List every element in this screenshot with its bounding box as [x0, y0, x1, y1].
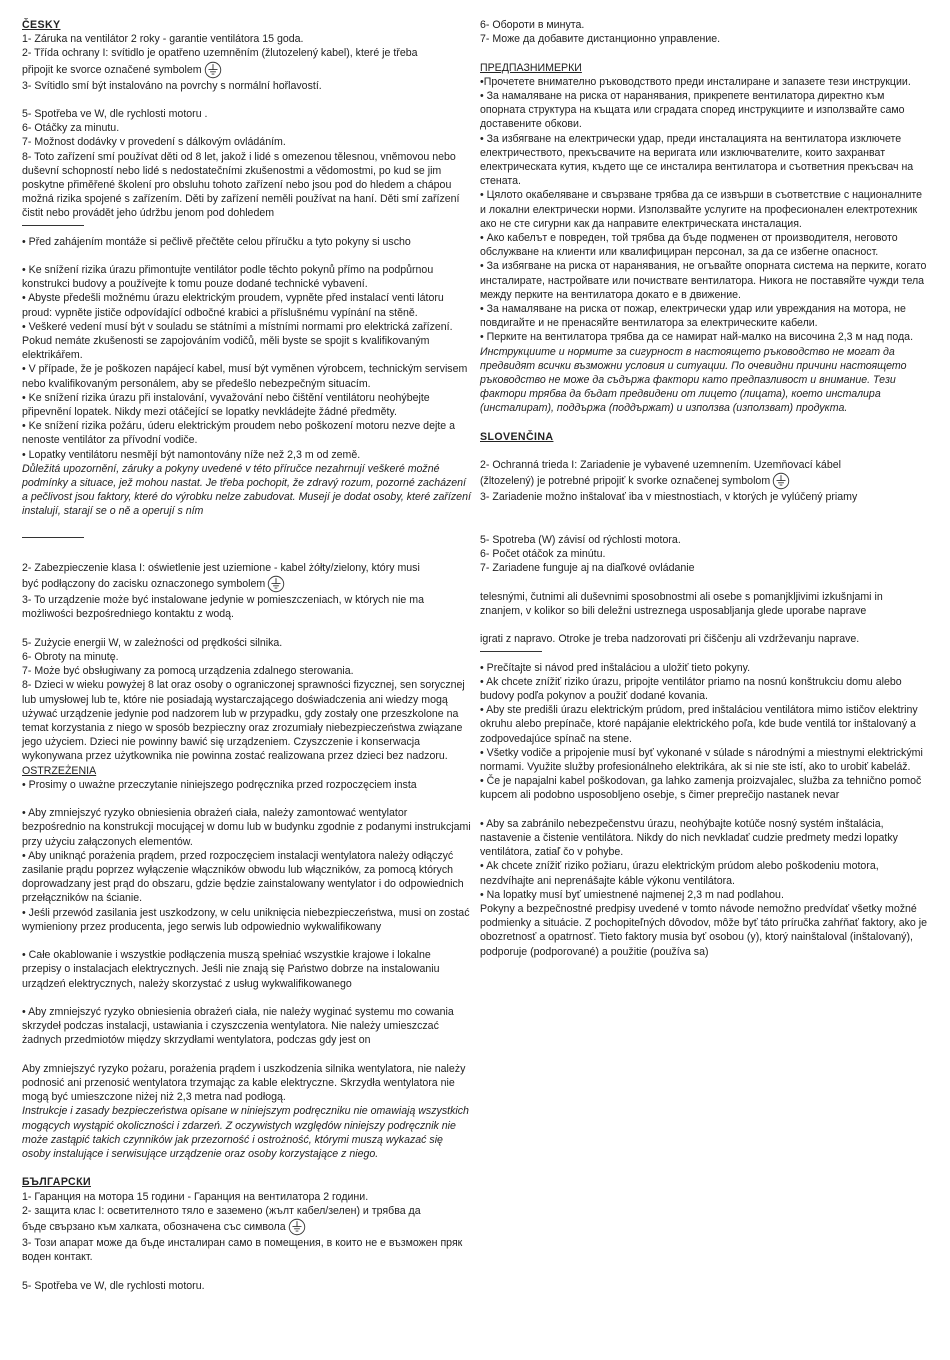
bg-item-1: 1- Гаранция на мотора 15 години - Гаранция на вентилатора 2 години.: [22, 1190, 369, 1203]
bg-warning-7: • За намаляване на риска от пожар, електрически удар или увреждания на мотора, не повдигайте и не пренасяйте вентилатора за електрическите кабели.: [480, 303, 909, 330]
bg-item-2a: 2- защита клас I: осветителното тяло е заземено (жълт кабел/зелен) и трябва да: [22, 1204, 421, 1217]
bg-warning-8: • Перките на вентилатора трябва да се намират най-малко на височина 2,3 м над пода.: [480, 331, 914, 344]
earth-ground-icon: [772, 472, 790, 490]
pl-disclaimer: Instrukcje i zasady bezpieczeństwa opisane w niniejszym podręczniku nie omawiają wszystkich mogących wystąpić okoliczności i zdarzeń. Z oczywistych względów niniejszy podręcznik nie może zastąpić takich czynników jak przezorność i ostrożność, którymi muszą wykazać się osoby instalujące i serwisujące urządzenie oraz osoby korzystające z niego.: [22, 1105, 472, 1161]
bg-warning-3: • За избягване на електрически удар, преди инсталацията на вентилатора изключете електричеството, прекъсвачите на веригата или изключвателите, които захранват електрическата кутия, където ще се инсталира вентилатора и съответния прекъсвач на стената.: [480, 132, 917, 188]
bg-warning-6: • За избягване на риска от наранявания, не огъвайте опорната система на перките, когато инсталирате, настройвате или почиствате вентилатора. Никога не поставяйте чужди тела между перките на вентилатора докато е в движение.: [480, 260, 930, 301]
pl-warnings-heading: OSTRZEŻENIA: [22, 764, 97, 777]
bg-item-3: 3- Този апарат може да бъде инсталиран само в помещения, в които не е възможен пряк воден контакт.: [22, 1237, 466, 1264]
cz-item-8: 8- Toto zařízení smí používat děti od 8 let, jakož i lidé s omezenou tělesnou, vněmovou nebo duševní schopností nebo lidé s nedostatečními zkušenostmi a vědomostmi, po kud se jim poskytne přiměřené školení pro obsluhu tohoto zařízení nebo jsou pod do hledem a chápou možná rizika spojené s zařízením. Děti by zařízení neměli používat na haní. Děti smí zařízení čistit nebo provádět jeho údržbu jenom pod dohledem: [22, 150, 463, 220]
bg-item-6: 6- Обороти в минута.: [480, 19, 585, 31]
cz-item-5: 5- Spotřeba ve W, dle rychlosti motoru .: [22, 108, 208, 120]
pl-item-2b: być podłączony do zacisku oznaczonego symbolem: [22, 575, 472, 593]
sk-item-6: 6- Počet otáčok za minútu.: [480, 548, 606, 561]
sk-warning-4: • Všetky vodiče a pripojenie musí byť vykonané v súlade s národnými a miestnymi elektrickými normami. Využite služby profesionálneho elektrikára, ak si nie ste istí, ako to urobiť kabeláž.: [480, 746, 926, 774]
sk-warning-6: • Aby sa zabránilo nebezpečenstvu úrazu, neohýbajte kotúče nosný systém inštalácia, nastavenie a čistenie ventilátora. Nikdy do nich nevkladať cudzie predmety medzi lopatky ventilátora, zatiaľ čo v pohybe.: [480, 817, 901, 859]
cz-warning-1: • Před zahájením montáže si pečlivě přečtěte celou příručku a tyto pokyny si uscho: [22, 235, 411, 248]
pl-warning-7: Aby zmniejszyć ryzyko pożaru, porażenia prądem i uszkodzenia silnika wentylatora, nie należy podnosić ani przenosić wentylatora trzymając za kable elektryczne. Skrzydła wentylatora nie mogą być umieszczone niżej niż 2,3 metra nad podłogą.: [22, 1062, 469, 1104]
cz-item-7: 7- Možnost dodávky v provedení s dálkovým ovládáním.: [22, 136, 286, 149]
left-column: [22, 18, 472, 1293]
sk-item-2b: (žltozelený) je potrebné pripojiť k svorke označenej symbolom: [480, 472, 928, 490]
pl-warning-5: • Całe okablowanie i wszystkie podłączenia muszą spełniać wszystkie krajowe i lokalne przepisy o instalacjach elektrycznych. Jeśli nie znają się Państwo dobrze na instalowaniu urządzeń elektrycznych, należy skorzystać z usług wykwalifikowanego: [22, 949, 443, 990]
sk-disclaimer: Pokyny a bezpečnostné predpisy uvedené v tomto návode nemožno predvídať všetky možné podmienky a situácie. Z pochopiteľných dôvodov, môže byť táto príručka zahŕňať faktory, ako je obozretnosť a opatrnosť. Tieto faktory musia byť osobou (y), ktorý nainštaloval (inštalovaný), podporuje (podporované) a použitie (používa sa): [480, 903, 930, 958]
section-heading-slovencina: SLOVENČINA: [480, 430, 554, 443]
cz-item-2b: připojit ke svorce označené symbolem: [22, 61, 472, 79]
bg-warnings-heading: ПРЕДПАЗНИМЕРКИ: [480, 61, 582, 74]
pl-item-6: 6- Obroty na minutę.: [22, 651, 119, 664]
cz-warning-6: • Ke snížení rizika úrazu při instalování, vyvažování nebo čištění ventilátoru neohýbejte připevnění lopatek. Nikdy mezi otáčející se lopatky nevkládejte žádné předměty.: [22, 391, 433, 419]
earth-ground-icon: [288, 1218, 306, 1236]
cz-warning-2: • Ke snížení rizika úrazu přimontujte ventilátor podle těchto pokynů přímo na podpůrnou konstrukci budovy a používejte k tomu pouze dodané technické vybavení.: [22, 264, 437, 291]
sk-item-2a: 2- Ochranná trieda I: Zariadenie je vybavené uzemnením. Uzemňovací kábel: [480, 459, 841, 472]
pl-item-3: 3- To urządzenie może być instalowane jedynie w pomieszczeniach, w których nie ma możliwości bezpośredniego kontaktu z wodą.: [22, 594, 427, 621]
sk-warning-8: • Na lopatky musí byť umiestnené najmenej 2,3 m nad podlahou.: [480, 888, 784, 901]
pl-item-2a: 2- Zabezpieczenie klasa I: oświetlenie jest uziemione - kabel żółty/zielony, który musi: [22, 562, 420, 575]
cz-disclaimer: Důležitá upozornění, záruky a pokyny uvedené v této příručce nezahrnují veškeré možné podmínky a situace, jež mohou nastat. Je třeba pochopit, že zdravý rozum, pozorné zacházení a pečlivost jsou faktory, které do výrobku nelze zabudovat. Musejí je dodat osoby, které zařízení instalují, starají se o ně a operují s ním: [22, 462, 474, 518]
sk-item-5: 5- Spotreba (W) závisí od rýchlosti motora.: [480, 534, 681, 547]
bg-warning-4: • Цялото окабеляване и свързване трябва да се извърши в съответствие с националните и локални електрически норми. Използвайте услугите на професионален електротехник ако не сте сигурни как да направите електрическата инсталация.: [480, 189, 925, 230]
pl-warning-4: • Jeśli przewód zasilania jest uszkodzony, w celu uniknięcia niebezpieczeństwa, musi on zostać wymieniony przez producenta, jego serwis lub odpowiednio wykwalifikowany: [22, 906, 473, 933]
cz-item-1: 1- Záruka na ventilátor 2 roky - garantie ventilátora 15 goda.: [22, 33, 304, 46]
divider: [22, 537, 84, 538]
divider: [22, 225, 84, 226]
bg-item-7: 7- Може да добавите дистанционно управление.: [480, 33, 721, 46]
cz-item-6: 6- Otáčky za minutu.: [22, 122, 120, 135]
sk-warning-5: • Če je napajalni kabel poškodovan, ga lahko zamenja proizvajalec, služba za tehnično pomoč kupcem ali podobno usposobljeno osebje, s čimer preprečijo nastanek nevar: [480, 775, 925, 802]
pl-warning-2: • Aby zmniejszyć ryzyko obniesienia obrażeń ciała, należy zamontować wentylator bezpośrednio na konstrukcji mocującej w domu lub w budynku zgodnie z podanymi instrukcjami przy użyciu załączonych elementów.: [22, 807, 474, 848]
sk-warning-1: • Prečítajte si návod pred inštaláciou a uložiť tieto pokyny.: [480, 661, 751, 674]
sk-warning-7: • Ak chcete znížiť riziko požiaru, úrazu elektrickým prúdom alebo poškodeniu motora, nezdvíhajte ani neprenášajte káble výkonu ventilátora.: [480, 860, 882, 887]
cz-item-2a: 2- Třída ochrany I: svítidlo je opatřeno uzemněním (žlutozelený kabel), které je třeba: [22, 47, 418, 60]
pl-warning-3: • Aby uniknąć porażenia prądem, przed rozpoczęciem instalacji wentylatora należy odłączyć zasilanie prądu poprzez wyłączenie włączników obwodu lub włączników, za pomocą których doprowadzany jest prąd do obszaru, gdzie będzie zainstalowany wentylator i do odpowiednich przełączników na ścianie.: [22, 849, 467, 905]
bg-item-2b: бъде свързано към халката, обозначена със символа: [22, 1218, 472, 1236]
sk-item-8: telesnými, čutnimi ali duševnimi sposobnostmi ali osebe s pomanjkljivimi izkušnjami in znanjem, v kolikor so bili deležni ustreznega usposabljanja glede uporabe naprave: [480, 590, 886, 618]
pl-item-8: 8- Dzieci w wieku powyżej 8 lat oraz osoby o ograniczonej sprawności fizycznej, sen sorycznej lub umysłowej lub te, które nie posiadają wystarczającego doświadczenia ani wiedzy mogą używać urządzenie jedynie pod nadzorem lub w przypadku, gdy zostały one przeszkolone na temat korzystania z niego w sposób bezpieczny oraz zrozumiały niebezpieczeństwa związane jego użyciem. Dzieci nie powinny bawić się urządzeniem. Czyszczenie i konserwacja wykonywana przez użytkownika nie powinna zostać realizowana przez dzieci bez nadzoru.: [22, 679, 468, 763]
bg-disclaimer: Инструкциите и нормите за сигурност в настоящето ръководство не могат да предвидят всички възможни условия и ситуации. По очевидни причини настоящето ръководство не може да съдържа фактори като предпазливост и внимание. Тези фактори трябва да бъдат предвидени от лицето (лицата), което инсталира (инсталират), поддържа (поддържат) и използва (използват) продукта.: [480, 345, 910, 415]
bg-warning-5: • Ако кабелът е повреден, той трябва да бъде подменен от производителя, неговото обслужване на клиенти или квалифициран персонал, за да се избегне опасност.: [480, 232, 901, 259]
sk-item-3: 3- Zariadenie možno inštalovať iba v miestnostiach, v ktorých je vylúčený priamy: [480, 491, 858, 504]
divider: [480, 651, 542, 652]
pl-item-5: 5- Zużycie energii W, w zależności od prędkości silnika.: [22, 636, 283, 649]
section-heading-cesky: ČESKY: [22, 19, 61, 31]
cz-warning-7: • Ke snížení rizika požáru, úderu elektrickým proudem nebo poškození motoru nezve dejte a nenoste ventilátor za přívodní vodiče.: [22, 420, 458, 447]
sk-item-7: 7- Zariadene funguje aj na diaľkové ovládanie: [480, 562, 695, 575]
pl-warning-1: • Prosimy o uważne przeczytanie niniejszego podręcznika przed rozpoczęciem insta: [22, 778, 417, 791]
pl-item-7: 7- Może być obsługiwany za pomocą urządzenia zdalnego sterowania.: [22, 665, 354, 678]
bg-warning-1: •Прочетете внимателно ръководството преди инсталиране и запазете тези инструкции.: [480, 75, 911, 88]
cz-item-3: 3- Svítidlo smí být instalováno na povrchy s normální hořlavostí.: [22, 79, 322, 92]
section-heading-bulgarski: БЪЛГАРСКИ: [22, 1176, 91, 1189]
sk-warning-3: • Aby ste predišli úrazu elektrickým prúdom, pred inštaláciou ventilátora mimo ističov elektriny okruhu alebo prepínače, ktoré napájanie elektrického poľa, kde bude ventilá tor inštalovaný a zodpovedajúce spínač na stene.: [480, 704, 921, 745]
sk-item-9: igrati z napravo. Otroke je treba nadzorovati pri čiščenju ali vzdrževanju naprave.: [480, 633, 860, 646]
right-column: [480, 18, 928, 959]
cz-warning-4: • Veškeré vedení musí být v souladu se státními a místními normami pro elektrická zařízení. Pokud nemáte zkušenosti se zapojováním vodičů, měli byste se spojit s kvalifikovaným elektrikářem.: [22, 320, 456, 362]
earth-ground-icon: [267, 575, 285, 593]
bg-warning-2: • За намаляване на риска от наранявания, прикрепете вентилатора директно към опорната структура на къщата или сградата според инструкциите и използвайте само доставените обкови.: [480, 90, 908, 131]
pl-warning-6: • Aby zmniejszyć ryzyko obniesienia obrażeń ciała, nie należy wyginać systemu mo cowania skrzydeł podczas instalacji, ustawiania i czyszczenia wentylatora. Nie należy umieszczać żadnych przedmiotów między skrzydłami wentylatora, podczas gdy jest on: [22, 1006, 457, 1047]
sk-warning-2: • Ak chcete znížiť riziko úrazu, pripojte ventilátor priamo na nosnú konštrukciu domu alebo budovy podľa pokynov a použiť dodané kovania.: [480, 675, 905, 703]
cz-warning-8: • Lopatky ventilátoru nesmějí být namontovány níže než 2,3 m od země.: [22, 448, 361, 461]
bg-item-5: 5- Spotřeba ve W, dle rychlosti motoru.: [22, 1279, 205, 1292]
cz-warning-5: • V případe, že je poškozen napájecí kabel, musí být vyměnen výrobcem, technickým servisem nebo kvalifikovaným personálem, aby se předešlo nebezpečným situacím.: [22, 363, 471, 390]
earth-ground-icon: [204, 61, 222, 79]
cz-warning-3: • Abyste předešli možnému úrazu elektrickým proudem, vypněte před instalací venti látoru proud: vypněte jističe odpovídající odbočné krabici a příslušnému vypínání na stěně.: [22, 292, 447, 319]
